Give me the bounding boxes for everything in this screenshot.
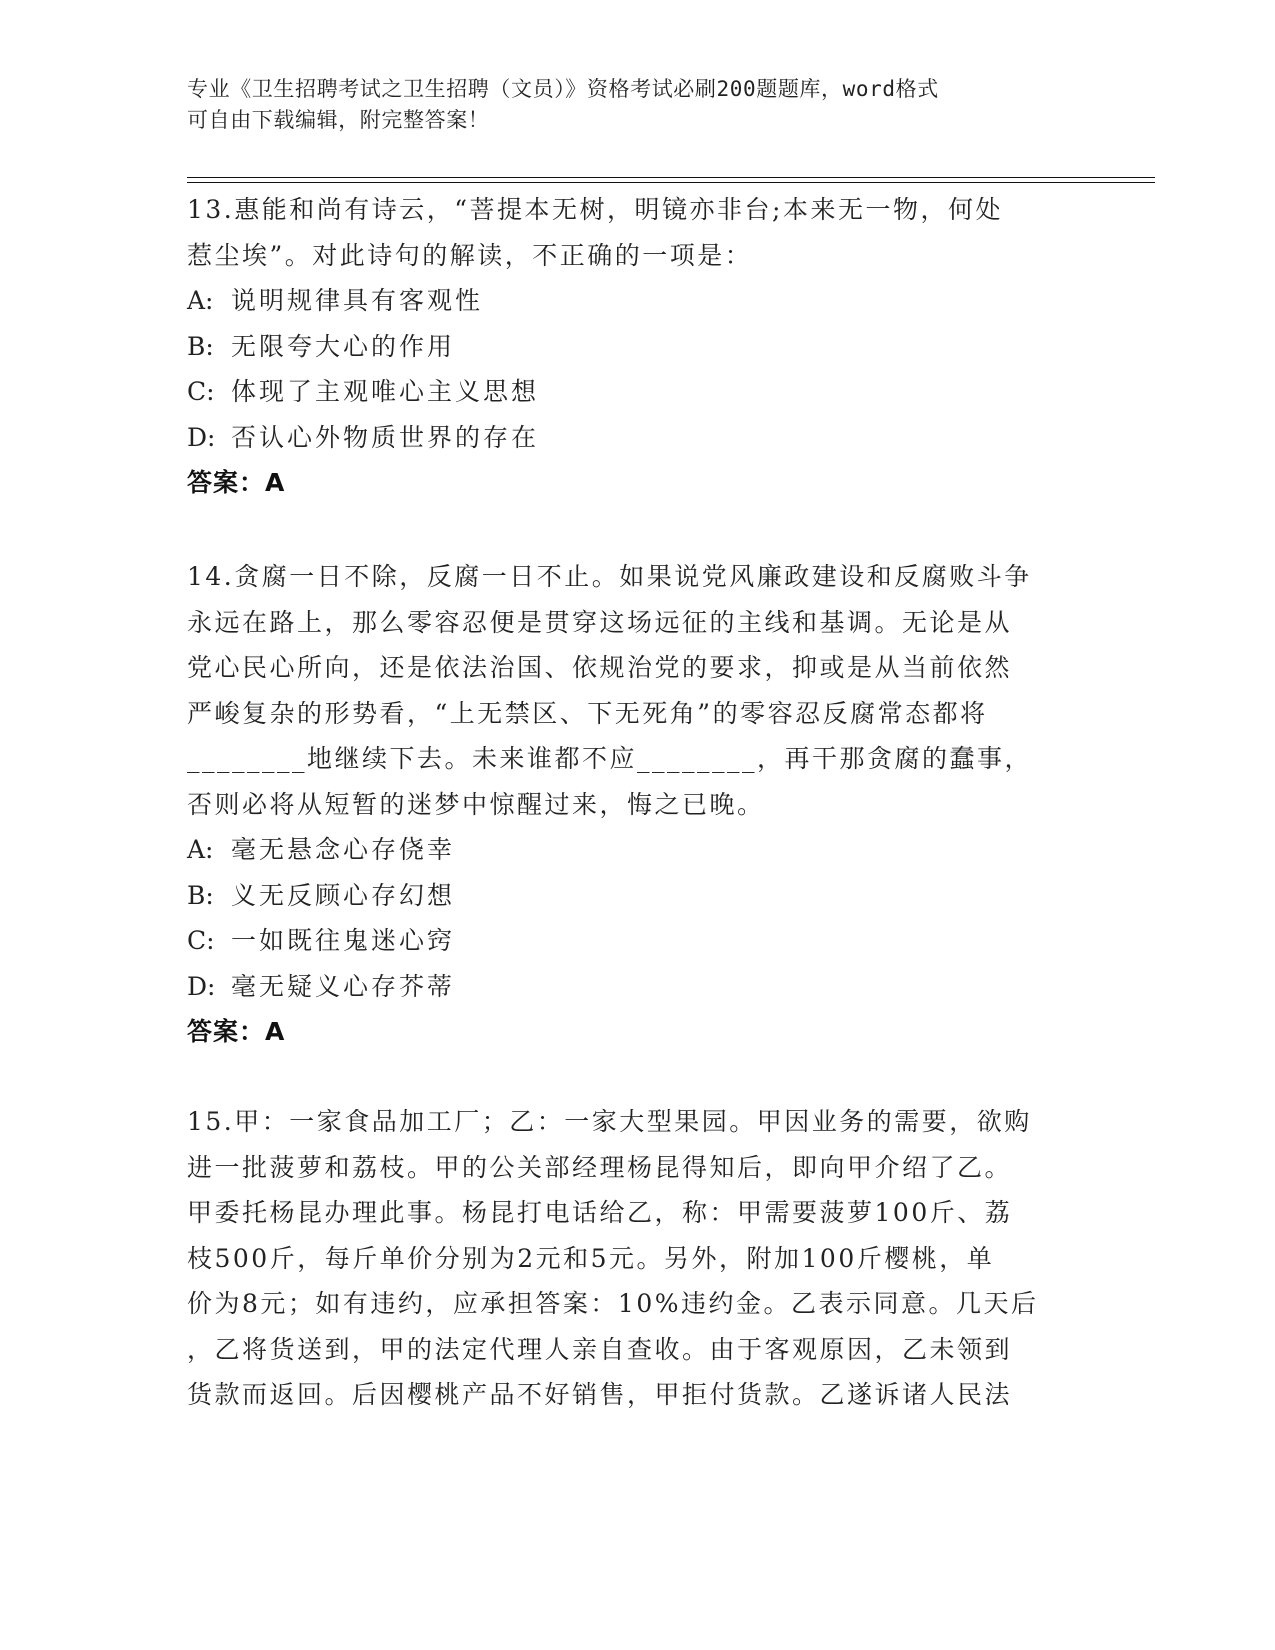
header-line: 可自由下载编辑，附完整答案！ — [187, 108, 490, 132]
question-stem-line: 货款而返回。后因樱桃产品不好销售，甲拒付货款。乙遂诉诸人民法 — [187, 1380, 1013, 1409]
option-key: A: — [187, 286, 214, 315]
option-key: C: — [187, 377, 215, 406]
option-d — [187, 964, 1087, 1010]
question-stem-line: 否则必将从短暂的迷梦中惊醒过来，悔之已晚。 — [187, 789, 765, 819]
option-text: 毫无疑义心存芥蒂 — [231, 971, 456, 1001]
question-stem-line: 永远在路上，那么零容忍便是贯穿这场远征的主线和基调。无论是从 — [187, 607, 1013, 637]
option-text: 否认心外物质世界的存在 — [231, 422, 540, 452]
option-a — [187, 278, 1087, 324]
question-stem-line: ，乙将货送到，甲的法定代理人亲自查收。由于客观原因，乙未领到 — [187, 1334, 1013, 1364]
question-stem-line: 14.贪腐一日不除，反腐一日不止。如果说党风廉政建设和反腐败斗争 — [187, 562, 1032, 591]
option-text: 说明规律具有客观性 — [231, 286, 484, 315]
question-stem-line: 枝500斤，每斤单价分别为2元和5元。另外，附加100斤樱桃，单 — [187, 1243, 995, 1273]
header-divider — [187, 182, 1155, 183]
document-header — [187, 74, 1067, 136]
question-stem-line: 13.惠能和尚有诗云，“菩提本无树，明镜亦非台;本来无一物，何处 — [187, 195, 1003, 224]
question-stem-line: 惹尘埃”。对此诗句的解读，不正确的一项是： — [187, 240, 753, 270]
question-stem-line: 党心民心所向，还是依法治国、依规治党的要求，抑或是从当前依然 — [187, 653, 1013, 682]
option-b — [187, 873, 1087, 919]
option-key: D: — [187, 422, 216, 452]
option-d — [187, 415, 1087, 461]
option-key: B: — [187, 331, 214, 361]
header-line: 专业《卫生招聘考试之卫生招聘（文员）》资格考试必刷200题题库，word格式 — [187, 77, 939, 101]
option-c — [187, 918, 1087, 964]
option-text: 体现了主观唯心主义思想 — [231, 377, 540, 406]
question-stem-line: 进一批菠萝和荔枝。甲的公关部经理杨昆得知后，即向甲介绍了乙。 — [187, 1152, 1013, 1182]
question-15 — [187, 1099, 1087, 1418]
option-b — [187, 324, 1087, 370]
question-stem-line: 严峻复杂的形势看，“上无禁区、下无死角”的零容忍反腐常态都将 — [187, 698, 988, 728]
option-text: 无限夸大心的作用 — [231, 331, 456, 361]
question-stem-line: 价为8元；如有违约，应承担答案：10%违约金。乙表示同意。几天后 — [187, 1289, 1039, 1318]
question-stem-line: ________地继续下去。未来谁都不应________，再干那贪腐的蠢事， — [187, 744, 1033, 773]
option-key: C: — [187, 926, 215, 955]
option-key: B: — [187, 880, 214, 910]
question-13 — [187, 187, 1087, 506]
question-14 — [187, 554, 1087, 1055]
option-text: 一如既往鬼迷心窍 — [231, 926, 456, 955]
option-text: 毫无悬念心存侥幸 — [231, 835, 456, 864]
answer-line: 答案：A — [187, 1017, 286, 1046]
option-c — [187, 369, 1087, 415]
question-stem-line: 甲委托杨昆办理此事。杨昆打电话给乙，称：甲需要菠萝100斤、荔 — [187, 1198, 1013, 1227]
option-a — [187, 827, 1087, 873]
option-text: 义无反顾心存幻想 — [231, 880, 456, 910]
header-divider — [187, 177, 1155, 178]
question-stem-line: 15.甲：一家食品加工厂；乙：一家大型果园。甲因业务的需要，欲购 — [187, 1107, 1032, 1136]
option-key: A: — [187, 835, 214, 864]
option-key: D: — [187, 971, 216, 1001]
answer-line: 答案：A — [187, 468, 286, 497]
